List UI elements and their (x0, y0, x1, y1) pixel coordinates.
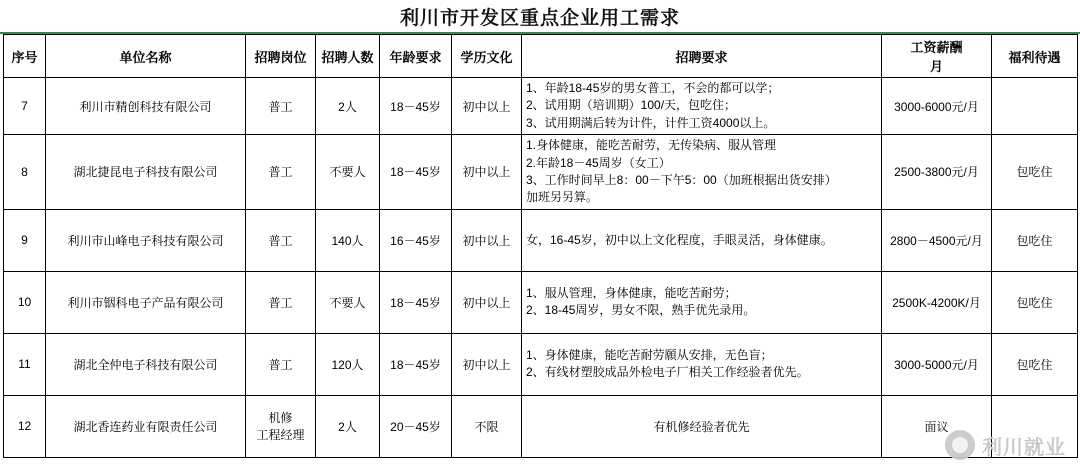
cell-salary: 3000-6000元/月 (882, 78, 992, 135)
col-index: 序号 (4, 35, 46, 78)
cell-requirements (522, 135, 882, 210)
col-company: 单位名称 (46, 35, 246, 78)
requirement-line: 2、18-45周岁，男女不限，熟手优先录用。 (526, 303, 756, 318)
watermark-text: 利川就业 (982, 436, 1066, 459)
cell-position (246, 395, 316, 457)
cell-education: 初中以上 (452, 135, 522, 210)
cell-education: 不限 (452, 395, 522, 457)
col-age: 年龄要求 (380, 35, 452, 78)
cell-company: 利川市铟科电子产品有限公司 (46, 271, 246, 333)
jobs-table (3, 34, 1078, 458)
col-requirements: 招聘要求 (522, 35, 882, 78)
requirement-line: 1、年龄18-45岁的男女普工，不会的都可以学； (526, 81, 780, 95)
cell-requirements (522, 333, 882, 395)
cell-education: 初中以上 (452, 271, 522, 333)
cell-position: 普工 (246, 333, 316, 395)
document-title-bar (0, 0, 1080, 34)
cell-count: 2人 (316, 395, 380, 457)
col-salary (882, 35, 992, 78)
requirement-line: 加班另另算。 (526, 190, 599, 205)
cell-count: 2人 (316, 78, 380, 135)
col-salary-line2: 月 (929, 59, 943, 74)
cell-salary: 2500-3800元/月 (882, 135, 992, 210)
cell-count: 不要人 (316, 135, 380, 210)
cell-benefits: 包吃住 (992, 209, 1078, 271)
circle-avatar-icon (945, 430, 975, 460)
cell-company: 湖北捷昆电子科技有限公司 (46, 135, 246, 210)
position-line1: 机修 (268, 411, 293, 426)
requirement-line: 1.身体健康，能吃苦耐劳，无传染病、服从管理 (526, 138, 777, 153)
cell-position: 普工 (246, 209, 316, 271)
cell-company: 湖北香连药业有限责任公司 (46, 395, 246, 457)
requirement-line: 2.年龄18－45周岁（女工） (526, 155, 671, 170)
cell-position: 普工 (246, 271, 316, 333)
cell-position: 普工 (246, 135, 316, 210)
table-row (4, 209, 1078, 271)
col-benefits: 福利待遇 (992, 35, 1078, 78)
position-line2: 工程经理 (256, 428, 305, 443)
table-row (4, 135, 1078, 210)
cell-index: 8 (4, 135, 46, 210)
cell-company: 湖北全仲电子科技有限公司 (46, 333, 246, 395)
table-row (4, 271, 1078, 333)
cell-requirements (522, 209, 882, 271)
table-row (4, 395, 1078, 457)
cell-index: 9 (4, 209, 46, 271)
watermark (945, 430, 1066, 460)
page-title: 利川市开发区重点企业用工需求 (399, 7, 680, 29)
cell-requirements (522, 271, 882, 333)
requirement-line: 女，16-45岁，初中以上文化程度，手眼灵活，身体健康。 (526, 232, 833, 247)
cell-count: 不要人 (316, 271, 380, 333)
requirement-line: 2、有线材塑胶成品外检电子厂相关工作经验者优先。 (526, 365, 809, 380)
cell-index: 12 (4, 395, 46, 457)
table-row (4, 78, 1078, 135)
cell-education: 初中以上 (452, 333, 522, 395)
col-position: 招聘岗位 (246, 35, 316, 78)
cell-salary: 2800－4500元/月 (882, 209, 992, 271)
cell-benefits: 包吃住 (992, 333, 1078, 395)
requirement-line: 1、身体健康，能吃苦耐劳願从安排，无色盲； (526, 347, 773, 362)
cell-age: 18－45岁 (380, 135, 452, 210)
cell-count: 140人 (316, 209, 380, 271)
requirement-line: 3、试用期满后转为计件，计件工资4000以上。 (526, 115, 776, 130)
cell-benefits: 包吃住 (992, 271, 1078, 333)
cell-index: 11 (4, 333, 46, 395)
table-header-row (4, 35, 1078, 78)
cell-requirements (522, 78, 882, 135)
cell-salary: 3000-5000元/月 (882, 333, 992, 395)
cell-company: 利川市山峰电子科技有限公司 (46, 209, 246, 271)
cell-age: 18－45岁 (380, 333, 452, 395)
cell-index: 7 (4, 78, 46, 135)
cell-education: 初中以上 (452, 78, 522, 135)
cell-salary: 面议 (882, 395, 992, 457)
cell-requirements: 有机修经验者优先 (522, 395, 882, 457)
cell-benefits: 包吃住 (992, 135, 1078, 210)
cell-count: 120人 (316, 333, 380, 395)
col-salary-line1: 工资薪酬 (910, 40, 963, 55)
table-row (4, 333, 1078, 395)
cell-age: 18－45岁 (380, 271, 452, 333)
cell-education: 初中以上 (452, 209, 522, 271)
requirement-line: 1、服从管理，身体健康，能吃苦耐劳； (526, 285, 737, 300)
cell-index: 10 (4, 271, 46, 333)
cell-age: 16－45岁 (380, 209, 452, 271)
cell-position: 普工 (246, 78, 316, 135)
col-count: 招聘人数 (316, 35, 380, 78)
cell-company: 利川市精创科技有限公司 (46, 78, 246, 135)
cell-benefits (992, 78, 1078, 135)
cell-age: 20－45岁 (380, 395, 452, 457)
col-education: 学历文化 (452, 35, 522, 78)
cell-salary: 2500K-4200K/月 (882, 271, 992, 333)
cell-age: 18－45岁 (380, 78, 452, 135)
requirement-line: 3、工作时间早上8：00－下午5：00（加班根据出货安排） (526, 172, 837, 187)
requirement-line: 2、试用期（培训期）100/天，包吃住； (526, 98, 737, 113)
